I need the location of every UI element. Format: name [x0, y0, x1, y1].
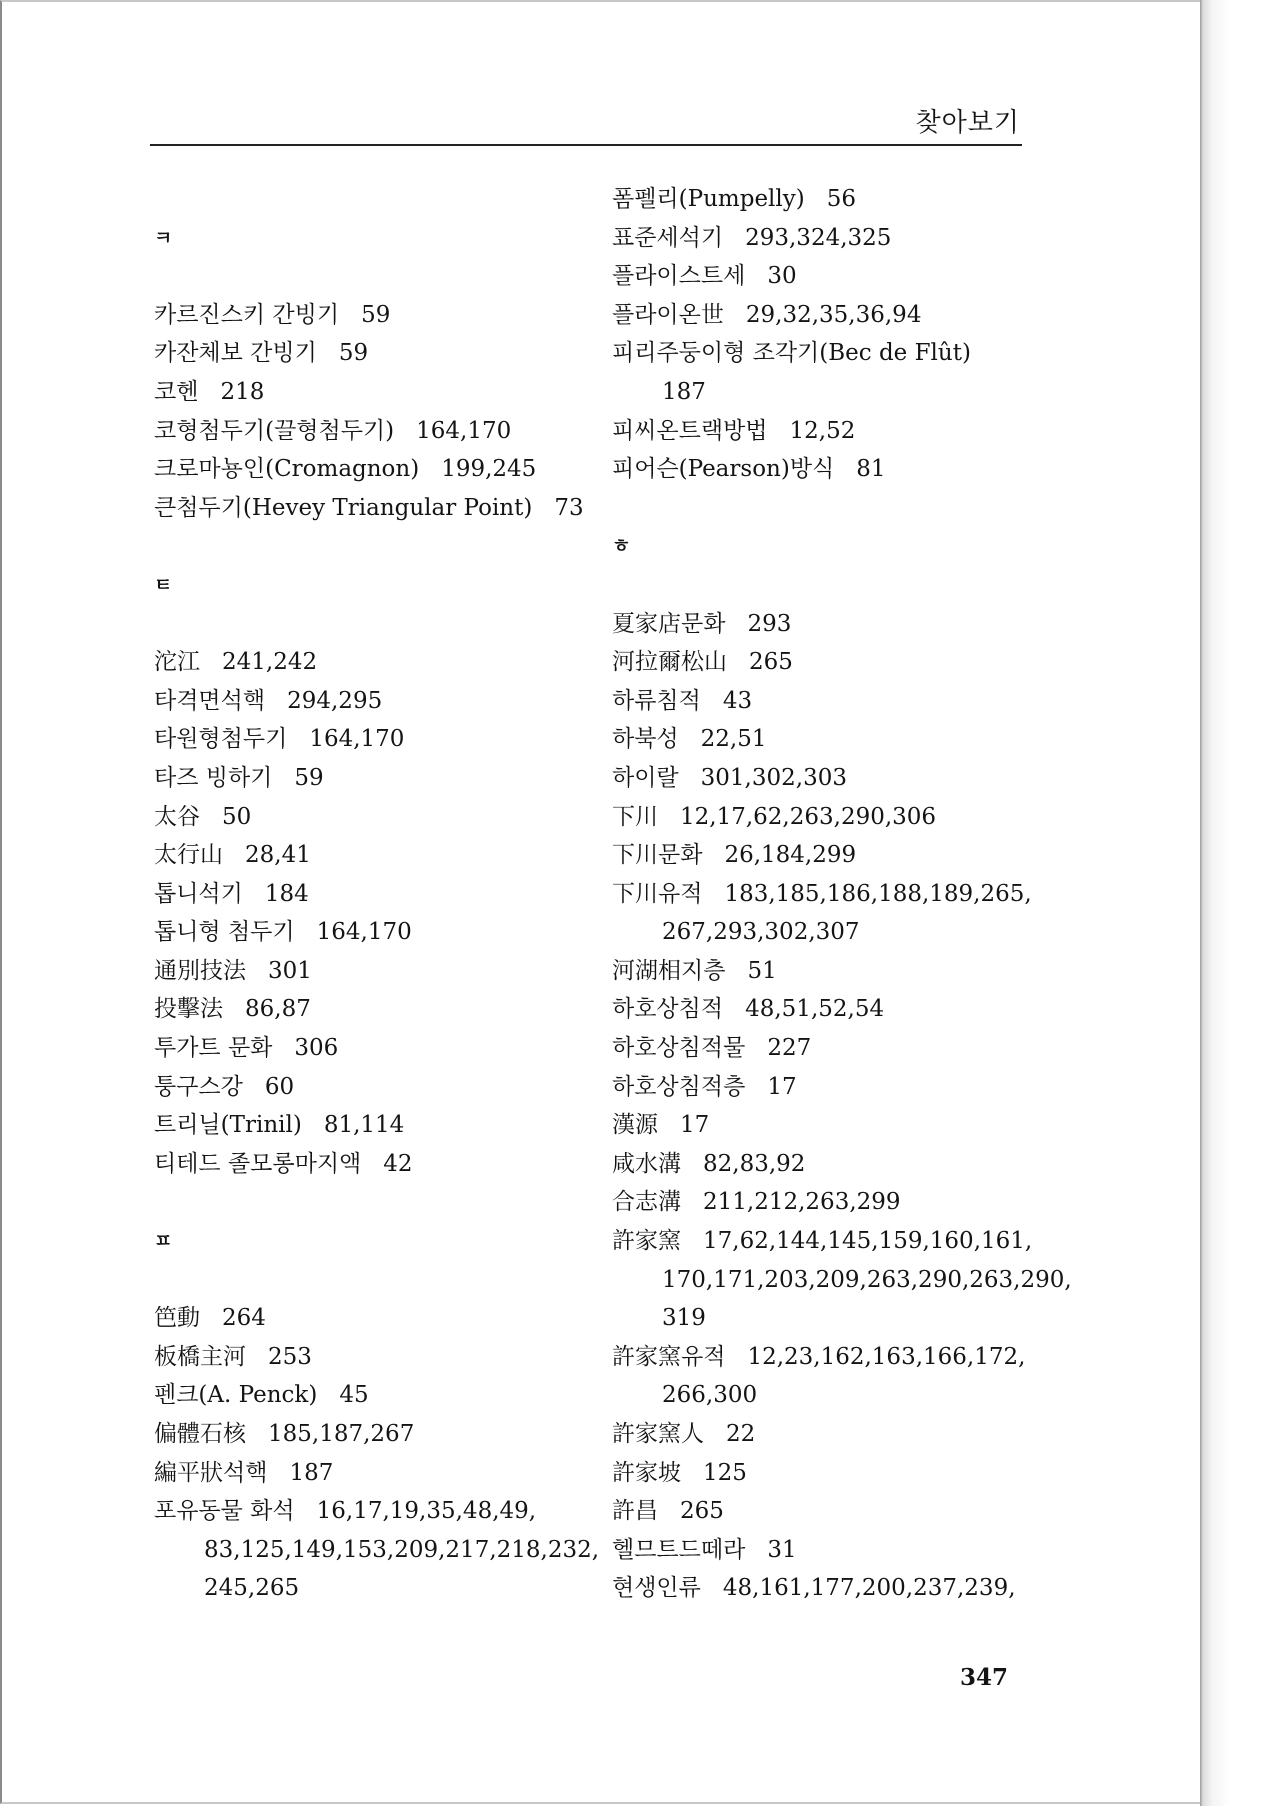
index-term: 피씨온트랙방법 — [612, 417, 768, 444]
index-entry — [612, 759, 1052, 798]
index-entry — [612, 1492, 1052, 1531]
index-term: 표준세석기 — [612, 224, 724, 251]
index-pages: 30 — [767, 263, 797, 290]
index-term: 하이랄 — [612, 764, 679, 791]
index-term: 카잔체보 간빙기 — [154, 340, 317, 367]
index-pages: 42 — [383, 1150, 413, 1177]
index-pages: 227 — [767, 1035, 812, 1062]
index-term: 하호상침적물 — [612, 1035, 746, 1062]
index-term: 下川문화 — [612, 842, 703, 869]
index-pages: 12,17,62,263,290,306 — [680, 803, 937, 830]
index-term: 咸水溝 — [612, 1150, 681, 1177]
index-entry — [612, 605, 1052, 644]
index-pages: 48,161,177,200,237,239, — [722, 1575, 1016, 1602]
index-entry — [154, 913, 584, 952]
index-pages: 45 — [339, 1382, 369, 1409]
index-term: 플라이스트세 — [612, 263, 746, 290]
index-term: 笆動 — [154, 1305, 200, 1332]
index-term: 퉁구스강 — [154, 1073, 243, 1100]
index-term: 타즈 빙하기 — [154, 764, 273, 791]
index-entry — [154, 720, 584, 759]
index-term: 沱江 — [154, 649, 200, 676]
index-term: 偏體石核 — [154, 1421, 246, 1447]
index-term: 河拉爾松山 — [612, 649, 727, 676]
index-pages: 199,245 — [441, 456, 537, 483]
index-term: 트리닐(Trinil) — [154, 1112, 302, 1139]
index-entry — [612, 1068, 1052, 1107]
index-entry — [154, 952, 584, 991]
index-term: 許家窯人 — [612, 1421, 704, 1447]
index-entry — [612, 643, 1052, 682]
index-pages: 293,324,325 — [745, 224, 892, 251]
index-section-heading: ㅎ — [612, 535, 631, 558]
index-pages: 17 — [767, 1073, 797, 1100]
index-entry — [154, 489, 584, 528]
index-pages: 50 — [222, 803, 252, 830]
header-rule — [150, 144, 1022, 146]
index-entry — [154, 798, 584, 837]
index-entry — [612, 1531, 1052, 1570]
page-edge-shadow — [1200, 0, 1283, 1806]
index-pages: 253 — [268, 1343, 312, 1370]
index-pages: 301,302,303 — [700, 764, 847, 791]
index-entry — [612, 682, 1052, 721]
index-entry — [612, 1569, 1052, 1608]
index-term: 夏家店문화 — [612, 610, 726, 637]
index-entry — [154, 682, 584, 721]
index-pages: 185,187,267 — [268, 1421, 415, 1447]
index-term: 코형첨두기(끌형첨두기) — [154, 417, 395, 444]
index-pages-continued: 319 — [662, 1305, 706, 1332]
index-term: 톱니형 첨두기 — [154, 919, 295, 946]
index-pages: 241,242 — [222, 649, 318, 676]
index-entry — [154, 1299, 584, 1338]
index-term: 通別技法 — [154, 957, 246, 984]
index-term: 太谷 — [154, 803, 200, 830]
index-pages-continued: 267,293,302,307 — [662, 919, 860, 946]
page-number: 347 — [959, 1664, 1008, 1691]
index-term: 下川유적 — [612, 880, 703, 907]
index-pages: 59 — [338, 340, 369, 367]
index-pages: 183,185,186,188,189,265, — [724, 880, 1032, 907]
index-pages: 73 — [554, 494, 584, 521]
index-term: 코헨 — [154, 378, 199, 405]
index-term: 플라이온世 — [612, 301, 724, 328]
index-pages: 184 — [264, 880, 309, 907]
index-term: 카르진스키 간빙기 — [154, 301, 340, 328]
index-entry — [612, 720, 1052, 759]
index-pages-continued: 170,171,203,209,263,290,263,290, — [662, 1266, 1072, 1293]
index-pages: 31 — [767, 1536, 797, 1563]
index-entry — [612, 798, 1052, 837]
index-pages: 306 — [294, 1035, 339, 1062]
index-entry — [154, 875, 584, 914]
index-entry — [154, 836, 584, 875]
index-term: 타원형첨두기 — [154, 726, 288, 753]
index-term: 포유동물 화석 — [154, 1498, 295, 1525]
index-entry — [612, 1029, 1052, 1068]
index-term: 하류침적 — [612, 687, 701, 714]
running-header-title: 찾아보기 — [915, 108, 1020, 138]
index-entry — [612, 1183, 1052, 1222]
index-pages: 264 — [222, 1305, 266, 1332]
index-entry — [154, 1145, 584, 1184]
index-term: 투가트 문화 — [154, 1035, 273, 1062]
index-entry — [612, 257, 1052, 296]
index-pages: 29,32,35,36,94 — [745, 301, 922, 328]
index-term: 톱니석기 — [154, 880, 243, 907]
index-entry — [154, 1492, 584, 1531]
index-pages: 17,62,144,145,159,160,161, — [703, 1228, 1033, 1255]
index-pages-continued: 245,265 — [204, 1575, 300, 1602]
index-entry — [612, 952, 1052, 991]
index-term: 許昌 — [612, 1498, 658, 1525]
index-section-heading: ㅍ — [154, 1230, 173, 1253]
index-pages: 12,52 — [789, 417, 856, 444]
index-pages: 22,51 — [700, 726, 767, 753]
index-term: 合志溝 — [612, 1189, 681, 1216]
index-term: 許家窯 — [612, 1228, 681, 1255]
index-entry — [154, 412, 584, 451]
index-term: 타격면석핵 — [154, 687, 266, 714]
index-entry — [612, 836, 1052, 875]
index-term: 현생인류 — [612, 1575, 701, 1602]
index-pages: 60 — [264, 1073, 295, 1100]
index-entry — [154, 1454, 584, 1493]
index-entry — [154, 1029, 584, 1068]
index-term: 펜크(A. Penck) — [154, 1382, 318, 1409]
index-pages: 265 — [749, 649, 793, 676]
index-pages: 211,212,263,299 — [703, 1189, 901, 1216]
index-pages: 17 — [680, 1112, 710, 1139]
index-pages: 293 — [747, 610, 792, 637]
index-term: 漢源 — [612, 1112, 658, 1139]
index-pages: 81 — [856, 456, 886, 483]
index-entry — [154, 1106, 584, 1145]
index-pages: 59 — [361, 301, 391, 328]
index-entry — [612, 990, 1052, 1029]
index-entry — [154, 450, 584, 489]
index-pages: 28,41 — [245, 842, 311, 869]
index-pages: 86,87 — [245, 996, 311, 1023]
index-entry — [612, 412, 1052, 451]
index-term: 하호상침적 — [612, 996, 724, 1023]
index-pages: 164,170 — [416, 417, 512, 444]
index-entry — [612, 334, 1052, 373]
index-pages-continued: 266,300 — [662, 1382, 758, 1409]
index-pages: 26,184,299 — [724, 842, 857, 869]
index-pages: 12,23,162,163,166,172, — [747, 1343, 1026, 1370]
index-pages: 59 — [294, 764, 324, 791]
index-pages: 265 — [680, 1498, 724, 1525]
index-section-heading: ㅋ — [154, 226, 173, 249]
index-pages: 48,51,52,54 — [745, 996, 885, 1023]
index-entry — [154, 373, 584, 412]
index-term: 河湖相지층 — [612, 957, 726, 984]
index-entry — [154, 334, 584, 373]
index-term: 板橋主河 — [154, 1343, 246, 1370]
index-column-right — [612, 180, 1072, 1608]
index-term: 許家坡 — [612, 1459, 681, 1486]
index-entry — [154, 296, 584, 335]
index-entry — [612, 450, 1052, 489]
index-entry — [154, 1415, 584, 1454]
index-term: 피어슨(Pearson)방식 — [612, 456, 835, 483]
index-entry — [612, 1106, 1052, 1145]
index-pages: 187 — [289, 1459, 334, 1486]
index-entry — [612, 180, 1052, 219]
index-pages: 56 — [826, 186, 857, 212]
index-entry — [154, 759, 584, 798]
index-term: 下川 — [612, 803, 658, 830]
index-entry — [154, 990, 584, 1029]
index-term: 投擊法 — [154, 996, 223, 1023]
index-entry — [154, 643, 584, 682]
index-pages: 294,295 — [287, 687, 383, 714]
index-term: 許家窯유적 — [612, 1343, 726, 1370]
index-entry — [154, 1376, 584, 1415]
index-entry — [612, 1145, 1052, 1184]
index-term: 크로마뇽인(Cromagnon) — [154, 456, 420, 483]
index-term: 太行山 — [154, 842, 223, 869]
index-term: 編平狀석핵 — [154, 1459, 268, 1486]
index-entry — [612, 1454, 1052, 1493]
index-pages: 218 — [220, 378, 265, 405]
index-section-heading: ㅌ — [154, 573, 173, 596]
index-pages: 301 — [268, 957, 312, 984]
index-entry — [154, 1338, 584, 1377]
index-pages-continued: 83,125,149,153,209,217,218,232, — [204, 1536, 600, 1563]
index-pages: 16,17,19,35,48,49, — [316, 1498, 537, 1525]
index-entry — [612, 1415, 1052, 1454]
index-entry — [612, 875, 1052, 914]
index-pages: 125 — [703, 1459, 747, 1486]
index-pages: 51 — [747, 957, 777, 984]
index-term: 티테드 졸모롱마지액 — [154, 1150, 362, 1177]
index-term: 피리주둥이형 조각기(Bec de Flût) — [612, 340, 971, 367]
index-entry — [612, 1222, 1052, 1261]
index-entry — [154, 1068, 584, 1107]
index-entry — [612, 296, 1052, 335]
index-pages: 43 — [722, 687, 753, 714]
index-pages: 81,114 — [323, 1112, 405, 1139]
index-column-left — [154, 180, 600, 1608]
index-pages-continued: 187 — [662, 378, 706, 405]
index-pages: 164,170 — [316, 919, 412, 946]
index-pages: 82,83,92 — [703, 1150, 806, 1177]
index-term: 헬므트드떼라 — [612, 1536, 746, 1563]
index-entry — [612, 1338, 1052, 1377]
index-pages: 22 — [726, 1421, 756, 1447]
index-entry — [612, 219, 1052, 258]
index-term: 하호상침적층 — [612, 1073, 746, 1100]
index-pages: 164,170 — [309, 726, 405, 753]
index-term: 큰첨두기(Hevey Triangular Point) — [154, 494, 533, 521]
index-term: 폼펠리(Pumpelly) — [612, 186, 805, 212]
index-term: 하북성 — [612, 726, 679, 753]
